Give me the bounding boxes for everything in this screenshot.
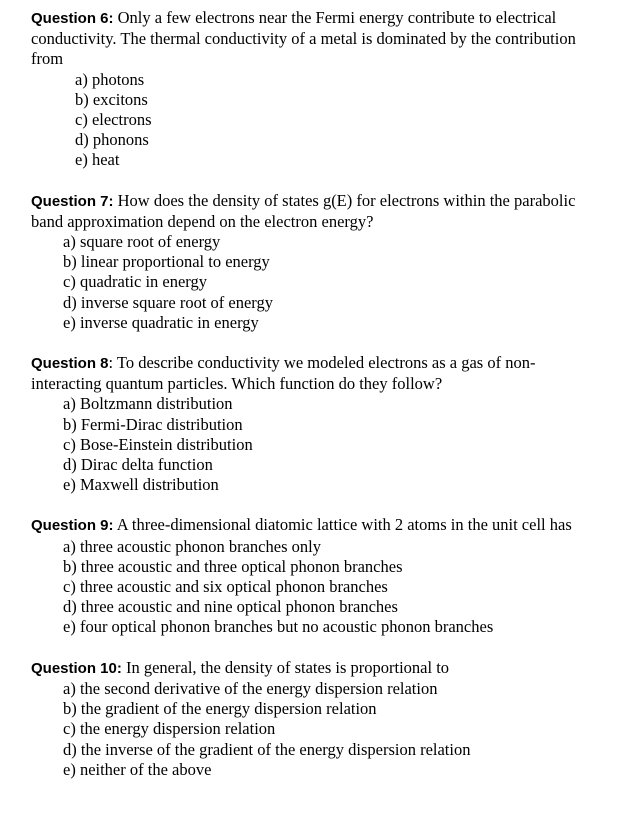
question-6-prompt	[31, 8, 591, 70]
question-8-option-b: b) Fermi-Dirac distribution	[63, 414, 243, 434]
question-10-text: In general, the density of states is proportional to	[121, 657, 450, 677]
question-6-label: Question 6:	[31, 10, 114, 27]
question-7-options	[31, 232, 591, 333]
question-7-option-a: a) square root of energy	[63, 232, 221, 252]
question-10-prompt	[31, 658, 591, 679]
question-10-option-d: d) the inverse of the gradient of the energy dispersion relation	[63, 739, 471, 759]
question-9-option-c: c) three acoustic and six optical phonon branches	[63, 577, 388, 597]
question-7-option-c: c) quadratic in energy	[63, 272, 208, 292]
question-7	[31, 191, 591, 333]
question-6-text: Only a few electrons near the Fermi energy contribute to electrical conductivity. The thermal conductivity of a metal is dominated by the contribution from	[31, 8, 576, 69]
question-10-option-a: a) the second derivative of the energy dispersion relation	[63, 678, 438, 698]
question-9-prompt	[31, 515, 591, 536]
question-6-option-e: e) heat	[75, 150, 120, 170]
question-7-prompt	[31, 191, 591, 232]
question-8	[31, 353, 591, 495]
question-6-option-c: c) electrons	[75, 110, 152, 130]
question-8-option-a: a) Boltzmann distribution	[63, 394, 233, 414]
question-10-option-e: e) neither of the above	[63, 759, 212, 779]
question-6-options	[31, 70, 591, 171]
question-10-option-c: c) the energy dispersion relation	[63, 719, 276, 739]
question-7-option-e: e) inverse quadratic in energy	[63, 312, 259, 332]
question-9-option-a: a) three acoustic phonon branches only	[63, 536, 321, 556]
question-9-text: A three-dimensional diatomic lattice with 2 atoms in the unit cell has	[113, 515, 572, 535]
question-7-option-d: d) inverse square root of energy	[63, 292, 273, 312]
question-7-label: Question 7:	[31, 192, 114, 210]
question-6-option-a: a) photons	[75, 69, 145, 89]
question-8-text: : To describe conductivity we modeled electrons as a gas of non-interacting quantum particles. Which function do they follow?	[31, 353, 536, 394]
question-8-prompt	[31, 353, 591, 394]
question-7-text: How does the density of states g(E) for electrons within the parabolic band approximation depend on the electron energy?	[31, 190, 576, 231]
question-8-options	[31, 394, 591, 495]
question-9-option-d: d) three acoustic and nine optical phonon branches	[63, 597, 398, 617]
question-10	[31, 658, 591, 780]
question-sheet	[31, 8, 591, 800]
question-9-options	[31, 537, 591, 638]
question-10-options	[31, 679, 591, 780]
question-10-label: Question 10:	[31, 659, 122, 677]
question-6-option-d: d) phonons	[75, 130, 149, 150]
question-8-option-d: d) Dirac delta function	[63, 455, 213, 475]
question-10-option-b: b) the gradient of the energy dispersion relation	[63, 699, 377, 719]
question-8-label: Question 8	[31, 355, 109, 373]
question-7-option-b: b) linear proportional to energy	[63, 252, 270, 272]
question-9-label: Question 9:	[31, 517, 114, 535]
question-8-option-c: c) Bose-Einstein distribution	[63, 434, 253, 454]
question-9-option-b: b) three acoustic and three optical phonon branches	[63, 556, 403, 576]
question-9-option-e: e) four optical phonon branches but no acoustic phonon branches	[63, 617, 494, 637]
question-9	[31, 515, 591, 637]
question-6-option-b: b) excitons	[75, 89, 148, 109]
question-8-option-e: e) Maxwell distribution	[63, 475, 219, 495]
question-6	[31, 8, 591, 171]
